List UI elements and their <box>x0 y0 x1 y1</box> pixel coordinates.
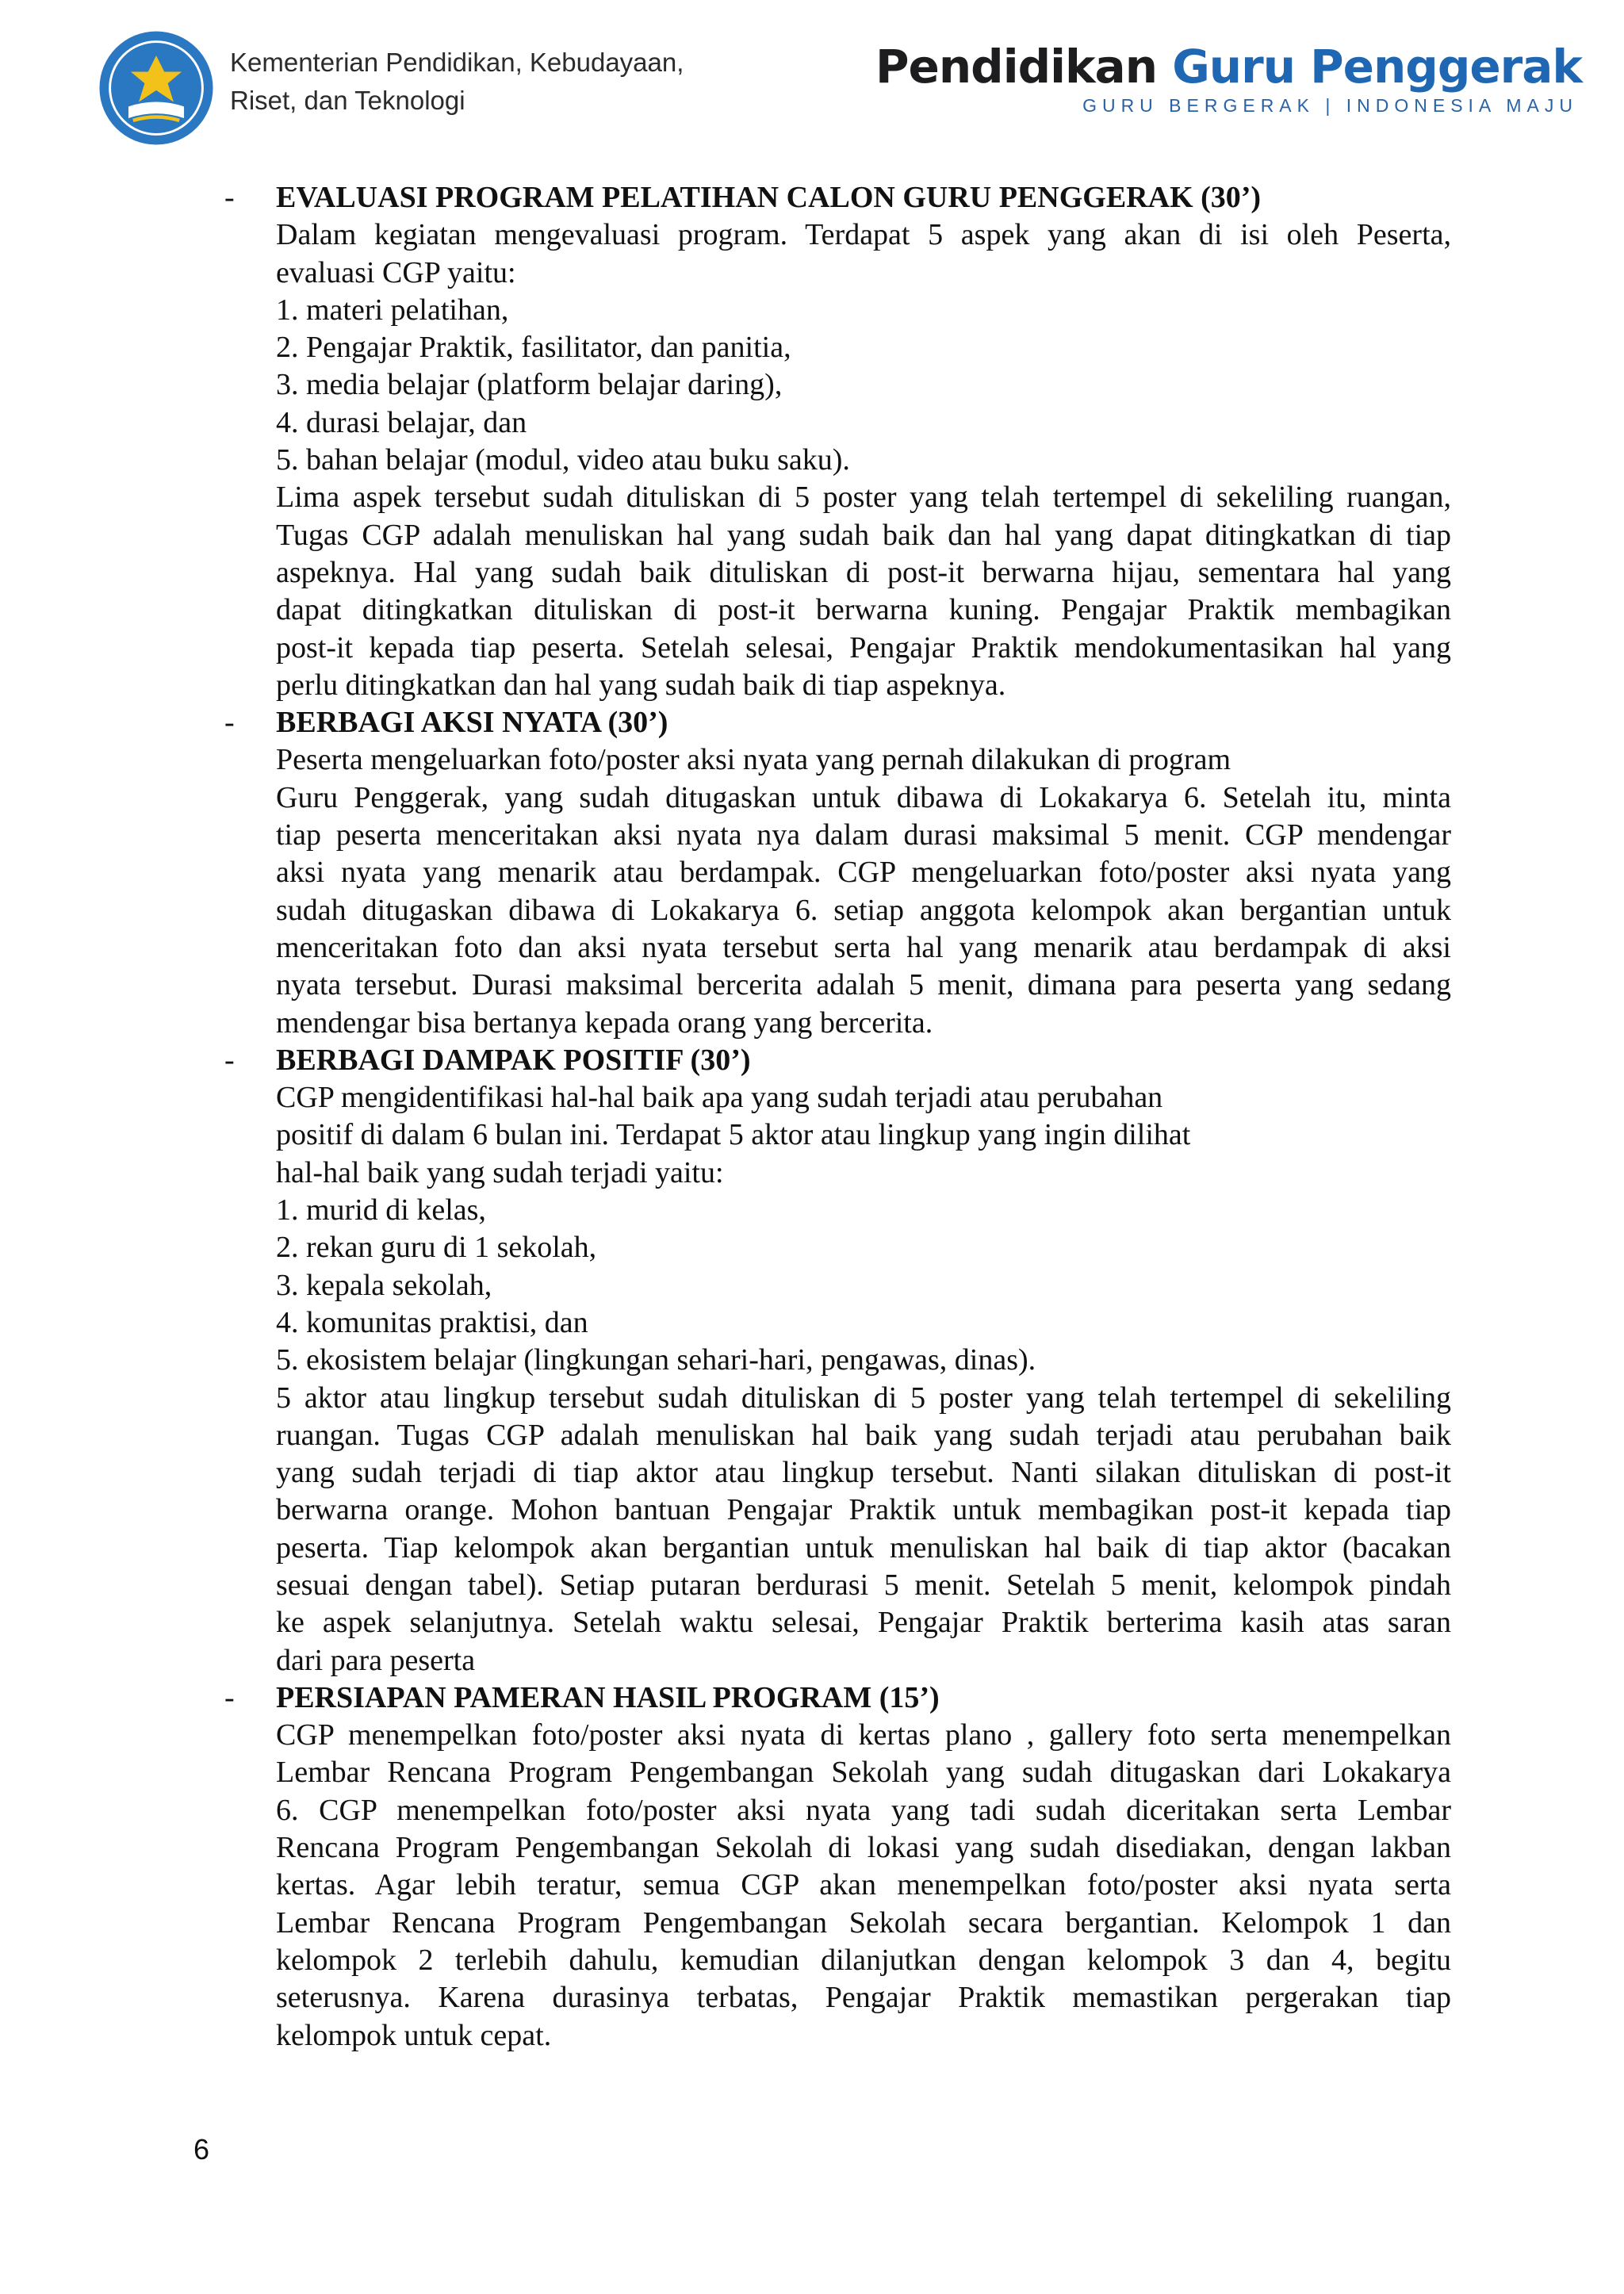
paragraph-line: Guru Penggerak, yang sudah ditugaskan untuk dibawa di Lokakarya 6. Setelah itu, minta <box>276 780 1451 814</box>
ministry-name <box>230 44 684 120</box>
paragraph-line: ruangan. Tugas CGP adalah menuliskan hal baik yang sudah terjadi atau perubahan baik <box>276 1418 1451 1452</box>
program-tagline: GURU BERGERAK | INDONESIA MAJU <box>1082 95 1578 116</box>
ministry-line-1: Kementerian Pendidikan, Kebudayaan, <box>230 48 684 77</box>
paragraph-line: Tugas CGP adalah menuliskan hal yang sudah baik dan hal yang dapat ditingkatkan di tiap <box>276 518 1451 552</box>
paragraph-line: Rencana Program Pengembangan Sekolah di lokasi yang sudah disediakan, dengan lakban <box>276 1831 1451 1865</box>
list-item: 5. bahan belajar (modul, video atau buku saku). <box>276 443 850 477</box>
paragraph-line: seterusnya. Karena durasinya terbatas, Pengajar Praktik memastikan pergerakan tiap <box>276 1981 1451 2015</box>
paragraph-line: peserta. Tiap kelompok akan bergantian untuk menuliskan hal baik di tiap aktor (bacakan <box>276 1530 1451 1564</box>
paragraph-line: Dalam kegiatan mengevaluasi program. Terdapat 5 aspek yang akan di isi oleh Peserta, <box>276 218 1451 252</box>
paragraph-line: sesuai dengan tabel). Setiap putaran berdurasi 5 menit. Setelah 5 menit, kelompok pindah <box>276 1568 1451 1602</box>
list-item: 3. media belajar (platform belajar daring), <box>276 368 783 402</box>
section-title: PERSIAPAN PAMERAN HASIL PROGRAM (15’) <box>276 1680 940 1714</box>
section-title: BERBAGI DAMPAK POSITIF (30’) <box>276 1043 751 1077</box>
section-body <box>224 1717 1451 2055</box>
paragraph-line: Lima aspek tersebut sudah dituliskan di 5 poster yang telah tertempel di sekeliling ruangan, <box>276 481 1451 515</box>
section-body <box>224 1079 1451 1679</box>
paragraph-line: CGP mengidentifikasi hal-hal baik apa yang sudah terjadi atau perubahan <box>276 1081 1163 1115</box>
list-item: 1. murid di kelas, <box>276 1193 486 1227</box>
page-header <box>0 0 1624 159</box>
paragraph-line: nyata tersebut. Durasi maksimal bercerita adalah 5 menit, dimana para peserta yang sedang <box>276 968 1451 1002</box>
section-body <box>224 216 1451 704</box>
paragraph-line: hal-hal baik yang sudah terjadi yaitu: <box>276 1155 724 1189</box>
program-brand-title <box>875 38 1582 95</box>
paragraph-line: Lembar Rencana Program Pengembangan Sekolah yang sudah ditugaskan dari Lokakarya <box>276 1756 1451 1790</box>
paragraph-line: CGP menempelkan foto/poster aksi nyata di kertas plano , gallery foto serta menempelkan <box>276 1718 1451 1752</box>
paragraph-line: sudah ditugaskan dibawa di Lokakarya 6. setiap anggota kelompok akan bergantian untuk <box>276 893 1451 927</box>
kemendikbud-logo-icon <box>98 30 214 146</box>
paragraph-line: perlu ditingkatkan dan hal yang sudah baik di tiap aspeknya. <box>276 668 1006 702</box>
paragraph-line: kertas. Agar lebih teratur, semua CGP akan menempelkan foto/poster aksi nyata serta <box>276 1868 1451 1902</box>
paragraph-line: yang sudah terjadi di tiap aktor atau lingkup tersebut. Nanti silakan dituliskan di post-it <box>276 1456 1451 1490</box>
brand-title-part-2: Guru Penggerak <box>1172 40 1582 94</box>
ministry-line-2: Riset, dan Teknologi <box>230 86 465 115</box>
paragraph-line: Peserta mengeluarkan foto/poster aksi nyata yang pernah dilakukan di program <box>276 743 1231 777</box>
section-heading <box>224 1679 1451 1717</box>
section-evaluasi-program <box>224 179 1451 704</box>
brand-title-part-1: Pendidikan <box>875 40 1157 94</box>
paragraph-line: 5 aktor atau lingkup tersebut sudah dituliskan di 5 poster yang telah tertempel di sekeliling <box>276 1381 1451 1415</box>
section-body <box>224 741 1451 1041</box>
paragraph-line: aksi nyata yang menarik atau berdampak. CGP mengeluarkan foto/poster aksi nyata yang <box>276 856 1451 890</box>
list-item: 3. kepala sekolah, <box>276 1268 492 1302</box>
paragraph-line: dapat ditingkatkan dituliskan di post-it berwarna kuning. Pengajar Praktik membagikan <box>276 593 1451 627</box>
list-item: 1. materi pelatihan, <box>276 293 509 327</box>
section-berbagi-dampak-positif <box>224 1042 1451 1679</box>
section-berbagi-aksi-nyata <box>224 704 1451 1042</box>
paragraph-line: kelompok untuk cepat. <box>276 2018 552 2052</box>
paragraph-line: ke aspek selanjutnya. Setelah waktu selesai, Pengajar Praktik berterima kasih atas saran <box>276 1606 1451 1640</box>
paragraph-line: post-it kepada tiap peserta. Setelah selesai, Pengajar Praktik mendokumentasikan hal yang <box>276 630 1451 664</box>
list-dash: - <box>224 1680 235 1714</box>
list-item: 5. ekosistem belajar (lingkungan sehari-hari, pengawas, dinas). <box>276 1343 1036 1377</box>
list-dash: - <box>224 181 235 214</box>
section-heading <box>224 1042 1451 1079</box>
paragraph-line: positif di dalam 6 bulan ini. Terdapat 5 aktor atau lingkup yang ingin dilihat <box>276 1118 1191 1152</box>
list-item: 4. durasi belajar, dan <box>276 405 527 439</box>
paragraph-line: kelompok 2 terlebih dahulu, kemudian dilanjutkan dengan kelompok 3 dan 4, begitu <box>276 1943 1451 1977</box>
paragraph-line: menceritakan foto dan aksi nyata tersebut serta hal yang menarik atau berdampak di aksi <box>276 930 1451 964</box>
list-item: 4. komunitas praktisi, dan <box>276 1305 588 1339</box>
paragraph-line: tiap peserta menceritakan aksi nyata nya dalam durasi maksimal 5 menit. CGP mendengar <box>276 818 1451 852</box>
paragraph-line: mendengar bisa bertanya kepada orang yang bercerita. <box>276 1005 933 1040</box>
section-heading <box>224 179 1451 216</box>
list-dash: - <box>224 1043 235 1077</box>
paragraph-line: 6. CGP menempelkan foto/poster aksi nyata yang tadi sudah diceritakan serta Lembar <box>276 1793 1451 1827</box>
paragraph-line: dari para peserta <box>276 1643 476 1677</box>
section-title: BERBAGI AKSI NYATA (30’) <box>276 706 668 740</box>
page-number: 6 <box>193 2133 210 2166</box>
section-title: EVALUASI PROGRAM PELATIHAN CALON GURU PENGGERAK (30’) <box>276 181 1262 214</box>
section-persiapan-pameran <box>224 1679 1451 2055</box>
section-heading <box>224 704 1451 741</box>
document-body <box>224 179 1451 2055</box>
paragraph-line: Lembar Rencana Program Pengembangan Sekolah secara bergantian. Kelompok 1 dan <box>276 1905 1451 1940</box>
list-item: 2. rekan guru di 1 sekolah, <box>276 1231 597 1265</box>
list-dash: - <box>224 706 235 740</box>
list-item: 2. Pengajar Praktik, fasilitator, dan panitia, <box>276 331 791 365</box>
paragraph-line: evaluasi CGP yaitu: <box>276 255 516 289</box>
paragraph-line: aspeknya. Hal yang sudah baik dituliskan di post-it berwarna hijau, sementara hal yang <box>276 555 1451 589</box>
paragraph-line: berwarna orange. Mohon bantuan Pengajar Praktik untuk membagikan post-it kepada tiap <box>276 1493 1451 1527</box>
